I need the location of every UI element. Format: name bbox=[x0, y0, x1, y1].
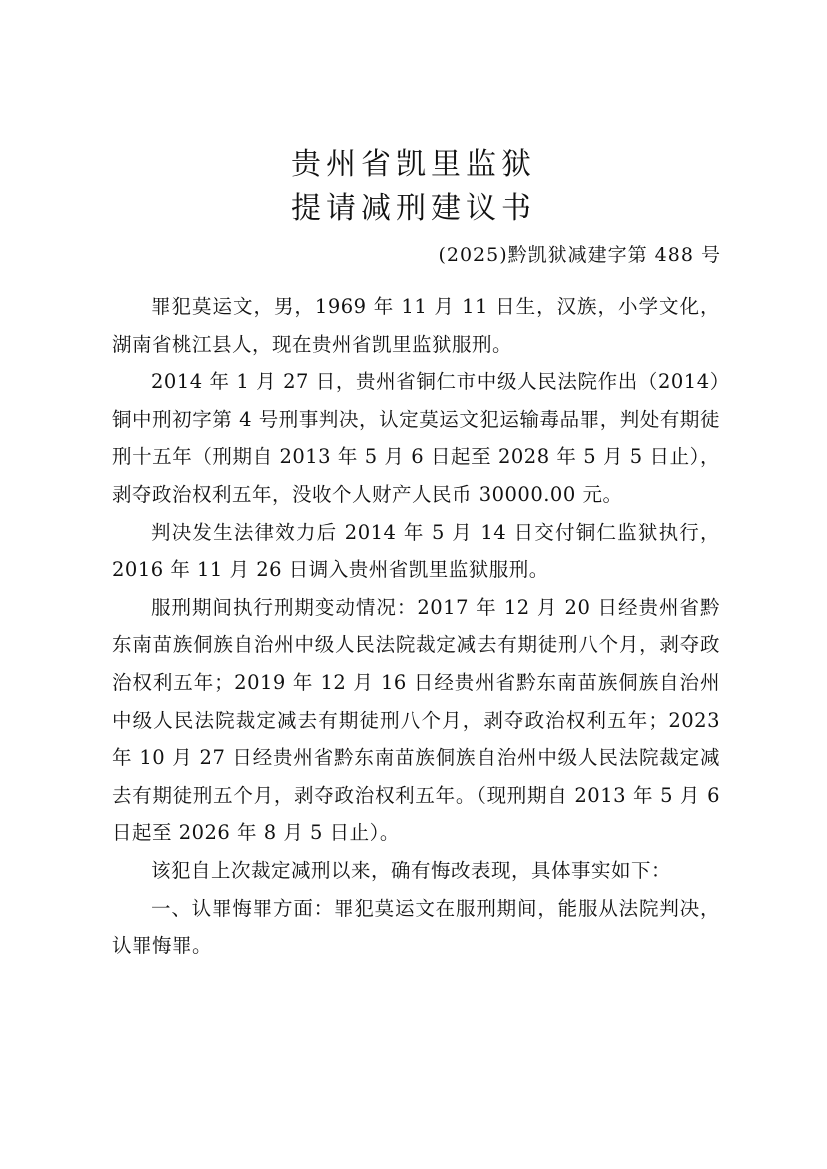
document-title-org: 贵州省凯里监狱 bbox=[291, 147, 536, 182]
document-title-type: 提请减刑建议书 bbox=[291, 191, 536, 226]
paragraph-repentance-intro: 该犯自上次裁定减刑以来，确有悔改表现，具体事实如下： bbox=[151, 858, 672, 882]
paragraph-guilt-admission: 一、认罪悔罪方面：罪犯莫运文在服刑期间，能服从法院判决，认罪悔罪。 bbox=[112, 896, 720, 958]
paragraph-execution-transfer: 判决发生法律效力后 2014 年 5 月 14 日交付铜仁监狱执行，2016 年 11 月 26 日调入贵州省凯里监狱服刑。 bbox=[112, 520, 720, 582]
paragraph-original-judgment: 2014 年 1 月 27 日，贵州省铜仁市中级人民法院作出（2014）铜中刑初字第 4 号刑事判决，认定莫运文犯运输毒品罪，判处有期徒刑十五年（刑期自 2013 年 5 月 6 日起至 2028 年 5 月 5 日止），剥夺政治权利五年，没收个人财产人民币 30000.00 元。 bbox=[112, 370, 720, 506]
paragraph-criminal-info: 罪犯莫运文，男，1969 年 11 月 11 日生，汉族，小学文化，湖南省桃江县人，现在贵州省凯里监狱服刑。 bbox=[112, 295, 720, 356]
paragraph-sentence-changes: 服刑期间执行刑期变动情况：2017 年 12 月 20 日经贵州省黔东南苗族侗族自治州中级人民法院裁定减去有期徒刑八个月，剥夺政治权利五年；2019 年 12 月 16 日经贵州省黔东南苗族侗族自治州中级人民法院裁定减去有期徒刑八个月，剥夺政治权利五年；2023 年 10 月 27 日经贵州省黔东南苗族侗族自治州中级人民法院裁定减去有期徒刑五个月，剥夺政治权利五年。（现刑期自 2013 年 5 月 6 日起至 2026 年 8 月 5 日止）。 bbox=[112, 595, 720, 845]
document-number: (2025)黔凯狱减建字第 488 号 bbox=[438, 244, 721, 266]
document-body bbox=[112, 288, 720, 965]
